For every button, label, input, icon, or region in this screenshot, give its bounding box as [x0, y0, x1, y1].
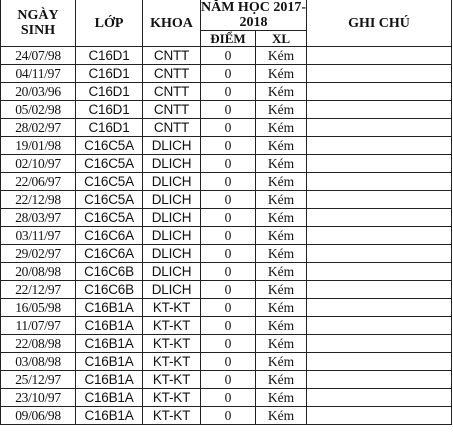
cell-xl: Kém [256, 371, 307, 389]
cell-lop: C16C6B [76, 281, 143, 299]
cell-khoa: CNTT [143, 83, 201, 101]
cell-lop: C16C5A [76, 191, 143, 209]
cell-diem: 0 [201, 119, 256, 137]
cell-lop: C16C5A [76, 155, 143, 173]
cell-diem: 0 [201, 191, 256, 209]
cell-xl: Kém [256, 407, 307, 425]
table-row [1, 173, 452, 191]
cell-ghi-chu [307, 263, 452, 281]
cell-khoa: DLICH [143, 137, 201, 155]
cell-diem: 0 [201, 47, 256, 65]
cell-ngay-sinh: 16/05/98 [1, 299, 76, 317]
cell-ngay-sinh: 23/10/97 [1, 389, 76, 407]
cell-ghi-chu [307, 47, 452, 65]
cell-xl: Kém [256, 227, 307, 245]
cell-xl: Kém [256, 137, 307, 155]
cell-ngay-sinh: 28/03/97 [1, 209, 76, 227]
cell-ngay-sinh: 11/07/97 [1, 317, 76, 335]
cell-ngay-sinh: 20/08/98 [1, 263, 76, 281]
cell-khoa: CNTT [143, 119, 201, 137]
cell-diem: 0 [201, 335, 256, 353]
cell-lop: C16D1 [76, 101, 143, 119]
table-row [1, 119, 452, 137]
cell-lop: C16C5A [76, 137, 143, 155]
cell-ngay-sinh: 24/07/98 [1, 47, 76, 65]
cell-ngay-sinh: 09/06/98 [1, 407, 76, 425]
cell-ngay-sinh: 22/08/98 [1, 335, 76, 353]
cell-khoa: DLICH [143, 281, 201, 299]
cell-ghi-chu [307, 209, 452, 227]
cell-xl: Kém [256, 119, 307, 137]
table-row [1, 47, 452, 65]
cell-xl: Kém [256, 299, 307, 317]
cell-lop: C16C6B [76, 263, 143, 281]
header-xl: XL [256, 31, 307, 47]
cell-diem: 0 [201, 227, 256, 245]
cell-khoa: CNTT [143, 101, 201, 119]
cell-lop: C16C5A [76, 209, 143, 227]
cell-lop: C16C5A [76, 173, 143, 191]
cell-diem: 0 [201, 173, 256, 191]
cell-khoa: DLICH [143, 173, 201, 191]
table-header [1, 0, 452, 47]
cell-khoa: DLICH [143, 227, 201, 245]
cell-ngay-sinh: 20/03/96 [1, 83, 76, 101]
cell-lop: C16B1A [76, 371, 143, 389]
cell-diem: 0 [201, 317, 256, 335]
table-row [1, 317, 452, 335]
cell-diem: 0 [201, 389, 256, 407]
cell-xl: Kém [256, 353, 307, 371]
cell-xl: Kém [256, 83, 307, 101]
cell-ghi-chu [307, 65, 452, 83]
cell-xl: Kém [256, 47, 307, 65]
table-row [1, 245, 452, 263]
cell-khoa: DLICH [143, 209, 201, 227]
cell-diem: 0 [201, 83, 256, 101]
cell-khoa: KT-KT [143, 335, 201, 353]
cell-ghi-chu [307, 173, 452, 191]
cell-xl: Kém [256, 155, 307, 173]
cell-ghi-chu [307, 119, 452, 137]
cell-diem: 0 [201, 299, 256, 317]
cell-lop: C16B1A [76, 353, 143, 371]
cell-xl: Kém [256, 65, 307, 83]
cell-xl: Kém [256, 101, 307, 119]
cell-khoa: KT-KT [143, 371, 201, 389]
cell-xl: Kém [256, 263, 307, 281]
table-row [1, 191, 452, 209]
cell-ngay-sinh: 22/06/97 [1, 173, 76, 191]
cell-ghi-chu [307, 299, 452, 317]
table-body [1, 47, 452, 425]
cell-khoa: DLICH [143, 263, 201, 281]
cell-khoa: DLICH [143, 155, 201, 173]
cell-khoa: KT-KT [143, 317, 201, 335]
cell-ghi-chu [307, 101, 452, 119]
cell-xl: Kém [256, 209, 307, 227]
cell-ghi-chu [307, 245, 452, 263]
cell-diem: 0 [201, 155, 256, 173]
cell-ghi-chu [307, 191, 452, 209]
cell-ngay-sinh: 05/02/98 [1, 101, 76, 119]
cell-diem: 0 [201, 371, 256, 389]
header-diem: ĐIỂM [201, 31, 256, 47]
cell-ghi-chu [307, 335, 452, 353]
cell-ghi-chu [307, 371, 452, 389]
cell-diem: 0 [201, 209, 256, 227]
cell-ghi-chu [307, 137, 452, 155]
table-row [1, 281, 452, 299]
cell-lop: C16B1A [76, 317, 143, 335]
header-lop: LỚP [76, 0, 143, 47]
cell-ghi-chu [307, 281, 452, 299]
table-row [1, 209, 452, 227]
cell-diem: 0 [201, 407, 256, 425]
cell-ngay-sinh: 03/08/98 [1, 353, 76, 371]
cell-khoa: DLICH [143, 191, 201, 209]
cell-ghi-chu [307, 317, 452, 335]
cell-ghi-chu [307, 227, 452, 245]
table-row [1, 227, 452, 245]
cell-xl: Kém [256, 191, 307, 209]
cell-ghi-chu [307, 353, 452, 371]
table-row [1, 83, 452, 101]
cell-xl: Kém [256, 245, 307, 263]
cell-xl: Kém [256, 281, 307, 299]
cell-ngay-sinh: 25/12/97 [1, 371, 76, 389]
cell-khoa: KT-KT [143, 353, 201, 371]
table-row [1, 353, 452, 371]
cell-lop: C16B1A [76, 299, 143, 317]
cell-ghi-chu [307, 83, 452, 101]
cell-lop: C16D1 [76, 47, 143, 65]
header-khoa: KHOA [143, 0, 201, 47]
cell-khoa: CNTT [143, 65, 201, 83]
cell-khoa: CNTT [143, 47, 201, 65]
table-row [1, 335, 452, 353]
cell-ngay-sinh: 22/12/97 [1, 281, 76, 299]
table-row [1, 371, 452, 389]
cell-ngay-sinh: 02/10/97 [1, 155, 76, 173]
cell-diem: 0 [201, 137, 256, 155]
table-row [1, 407, 452, 425]
cell-xl: Kém [256, 335, 307, 353]
cell-ghi-chu [307, 389, 452, 407]
cell-xl: Kém [256, 317, 307, 335]
table-row [1, 263, 452, 281]
cell-xl: Kém [256, 173, 307, 191]
cell-xl: Kém [256, 389, 307, 407]
table-row [1, 389, 452, 407]
cell-diem: 0 [201, 353, 256, 371]
cell-lop: C16C6A [76, 227, 143, 245]
cell-ghi-chu [307, 407, 452, 425]
cell-lop: C16D1 [76, 119, 143, 137]
cell-ghi-chu [307, 155, 452, 173]
cell-diem: 0 [201, 101, 256, 119]
cell-ngay-sinh: 04/11/97 [1, 65, 76, 83]
cell-lop: C16D1 [76, 65, 143, 83]
header-nam-hoc: NĂM HỌC 2017-2018 [201, 0, 306, 30]
cell-diem: 0 [201, 245, 256, 263]
table-row [1, 101, 452, 119]
cell-diem: 0 [201, 263, 256, 281]
table-row [1, 65, 452, 83]
header-ghi-chu: GHI CHÚ [307, 0, 452, 47]
cell-ngay-sinh: 22/12/98 [1, 191, 76, 209]
cell-diem: 0 [201, 65, 256, 83]
cell-ngay-sinh: 29/02/97 [1, 245, 76, 263]
cell-lop: C16D1 [76, 83, 143, 101]
cell-lop: C16C6A [76, 245, 143, 263]
cell-lop: C16B1A [76, 407, 143, 425]
cell-lop: C16B1A [76, 389, 143, 407]
table-row [1, 299, 452, 317]
cell-ngay-sinh: 03/11/97 [1, 227, 76, 245]
table-row [1, 137, 452, 155]
cell-ngay-sinh: 28/02/97 [1, 119, 76, 137]
table-row [1, 155, 452, 173]
cell-khoa: KT-KT [143, 389, 201, 407]
cell-ngay-sinh: 19/01/98 [1, 137, 76, 155]
cell-khoa: KT-KT [143, 299, 201, 317]
cell-diem: 0 [201, 281, 256, 299]
cell-khoa: DLICH [143, 245, 201, 263]
cell-lop: C16B1A [76, 335, 143, 353]
header-ngay-sinh: NGÀY SINH [1, 0, 76, 47]
cell-khoa: KT-KT [143, 407, 201, 425]
